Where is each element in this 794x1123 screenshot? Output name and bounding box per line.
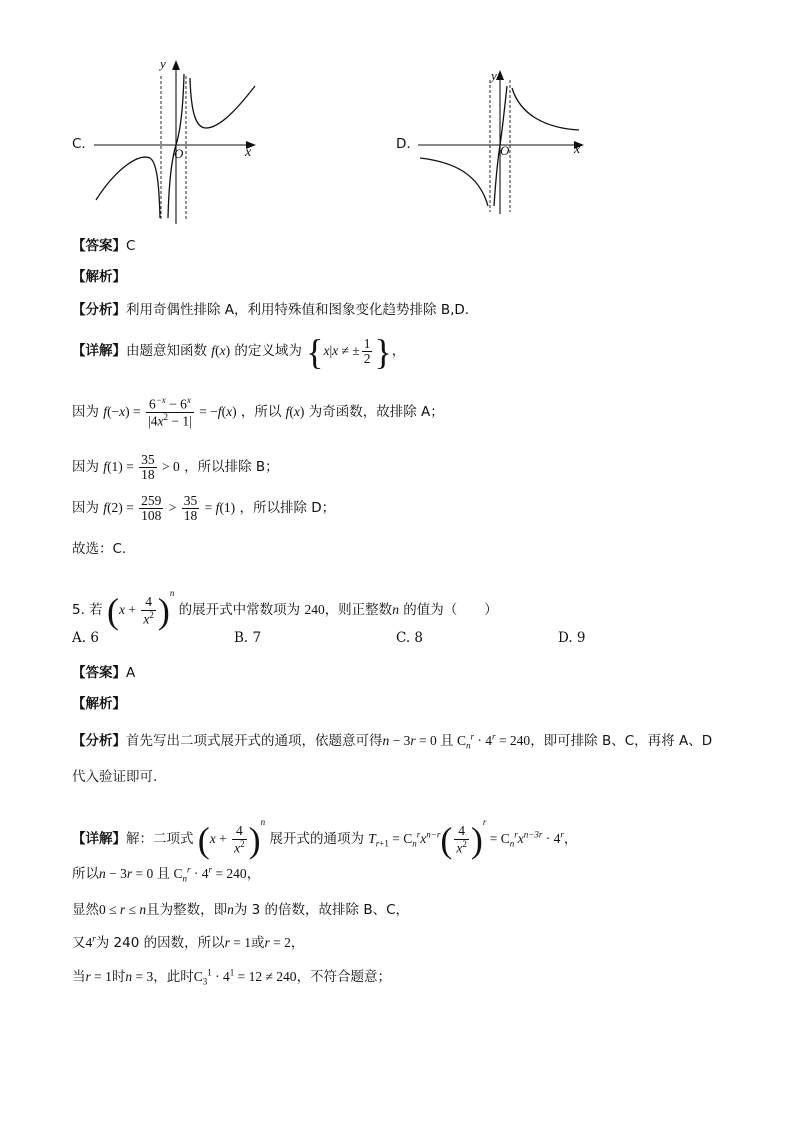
q5-option-a: A. 6: [72, 630, 99, 646]
formula-domain: {x|x ≠ ± $\frac{1}{2}$ }: [306, 331, 392, 372]
formula-cond: n − 3r = 0: [382, 733, 441, 748]
q4-fenxi-line: [72, 298, 469, 318]
text: ，所以: [240, 404, 282, 420]
answer-tag: 【答案】: [72, 665, 126, 681]
q5-option-c: C. 8: [396, 630, 424, 646]
formula-odd: f(−x) = $\frac{6^{-x} - 6^x}{|4x^2 - 1|}$ = −f(x): [103, 395, 237, 429]
q5-detail-line-3: 显然0 ≤ r ≤ n且为整数，即n为 3 的倍数，故排除 B、C，: [72, 902, 410, 918]
q4-detail-line-3: [72, 447, 279, 487]
text: 时: [111, 969, 126, 985]
curve-right-branch: [190, 78, 255, 128]
text: 因为: [72, 500, 99, 516]
graph-c: [90, 58, 260, 226]
graph-c-x-label: x: [245, 145, 252, 160]
text: ，不符合题意；: [296, 969, 392, 985]
text: 又: [72, 935, 86, 951]
graph-d-y-label: y: [491, 68, 497, 83]
text: 因为: [72, 404, 99, 420]
q5-fenxi-line-2: 代入验证即可.: [72, 769, 158, 785]
text: ，则正整数: [324, 602, 393, 618]
curve-left-branch: [420, 158, 488, 206]
q4-detail-line-1: 【详解】由题意知函数 f(x) 的定义域为 {x|x ≠ ± $\frac{1}{2}$ }，: [72, 331, 406, 372]
q5-detail-line-5: 当r = 1时n = 3，此时$C_3^1 \cdot 4^1 = 12 \ne 240$，不符合题意；: [72, 967, 392, 987]
xiangjie-tag: 【详解】: [72, 343, 126, 359]
graph-d: [414, 66, 589, 216]
answer-value: C: [126, 238, 136, 254]
text: ，此时: [153, 969, 194, 985]
text: 当: [72, 969, 86, 985]
text: 由题意知函数: [126, 343, 207, 359]
q5-fenxi-line: 【分析】首先写出二项式展开式的通项，依题意可得n − 3r = 0 且 $C_n^r \cdot 4^r = 240$，即可排除 B、C，再将 A、D: [72, 731, 713, 751]
q5-answer-line: [72, 661, 135, 681]
fenxi-text: 利用奇偶性排除 A，利用特殊值和图象变化趋势排除 B,D.: [126, 302, 470, 318]
xiangjie-tag: 【详解】: [72, 831, 126, 847]
text: ，所以排除 B；: [184, 459, 279, 475]
text: 为 3 的倍数，故排除 B、C，: [233, 902, 410, 918]
text: ，即可排除 B、C，再将 A、D: [530, 733, 713, 749]
text: 显然: [72, 902, 99, 918]
text: 所以: [72, 866, 99, 882]
q5-option-b: B. 7: [234, 630, 262, 646]
text: 5. 若: [72, 602, 103, 618]
graph-c-y-label: y: [160, 56, 166, 71]
text: 解：二项式: [126, 831, 194, 847]
q5-detail-line-4: 又4$^r$为 240 的因数，所以r = 1或r = 2，: [72, 933, 305, 951]
option-c-label: C.: [72, 136, 86, 152]
graph-d-origin-label: O: [500, 143, 510, 158]
curve-left-branch: [96, 157, 160, 218]
q4-analysis-tag: 【解析】: [72, 269, 126, 285]
formula-binomial: (x + $\frac{4}{x^2}$ )$^n$: [106, 588, 175, 631]
graph-d-x-label: x: [574, 142, 581, 157]
q5-stem: 5. 若 (x + $\frac{4}{x^2}$ )$^n$ 的展开式中常数项为 240，则正整数n 的值为（ ）: [72, 588, 498, 631]
q5-analysis-tag: 【解析】: [72, 696, 126, 712]
text: 且为整数，即: [146, 902, 228, 918]
formula-binomial: (x + $\frac{4}{x^2}$ )$^n$: [197, 817, 266, 860]
text: ，所以排除 D；: [239, 500, 336, 516]
q5-detail-line-1: 【详解】解：二项式 (x + $\frac{4}{x^2}$ )$^n$ 展开式的通项为 $T_{r+1} = C_n^rx^{n-r}$( $\frac{4}{x^2}$ )$^r = C_n^rx^{n-3r} \cdot 4^r$，: [72, 817, 578, 860]
answer-tag: 【答案】: [72, 238, 126, 254]
fenxi-tag: 【分析】: [72, 302, 126, 318]
y-axis-arrow: [496, 70, 504, 80]
fenxi-tag: 【分析】: [72, 733, 126, 749]
formula-f2: f(2) = $\frac{259}{108}$ > $\frac{35}{18}$ = f(1): [103, 492, 236, 524]
formula-cond2: $C_n^r \cdot 4^r = 240$: [453, 731, 531, 751]
formula-fx: f(x): [211, 343, 231, 358]
stem-number: 240: [304, 602, 325, 617]
q4-detail-line-4: [72, 488, 335, 528]
q4-detail-line-2: [72, 390, 444, 434]
q5-option-d: D. 9: [558, 630, 586, 646]
text: 因为: [72, 459, 99, 475]
text: 展开式的通项为: [269, 831, 364, 847]
q5-detail-line-2: 所以n − 3r = 0 且 $C_n^r \cdot 4^r = 240$，: [72, 864, 261, 884]
formula-general-term: $T_{r+1} = C_n^rx^{n-r}$( $\frac{4}{x^2}$ )$^r = C_n^rx^{n-3r} \cdot 4^r$: [368, 817, 564, 860]
text: 首先写出二项式展开式的通项，依题意可得: [126, 733, 383, 749]
text: 为 240 的因数，所以: [95, 935, 225, 951]
y-axis-arrow: [172, 60, 180, 70]
formula-fx: f(x): [285, 404, 305, 419]
q4-conclusion: 故选：C.: [72, 541, 127, 557]
formula-f1: f(1) = $\frac{35}{18}$ > 0: [103, 451, 180, 483]
text: 的定义域为: [234, 343, 302, 359]
text: 为奇函数，故排除 A；: [308, 404, 444, 420]
text: 的值为（ ）: [403, 602, 498, 618]
graph-c-origin-label: O: [174, 146, 184, 161]
option-d-label: D.: [396, 136, 411, 152]
answer-value: A: [126, 665, 136, 681]
text: 的展开式中常数项为: [178, 602, 301, 618]
curve-right-branch: [512, 88, 579, 130]
q4-answer-line: [72, 234, 135, 254]
